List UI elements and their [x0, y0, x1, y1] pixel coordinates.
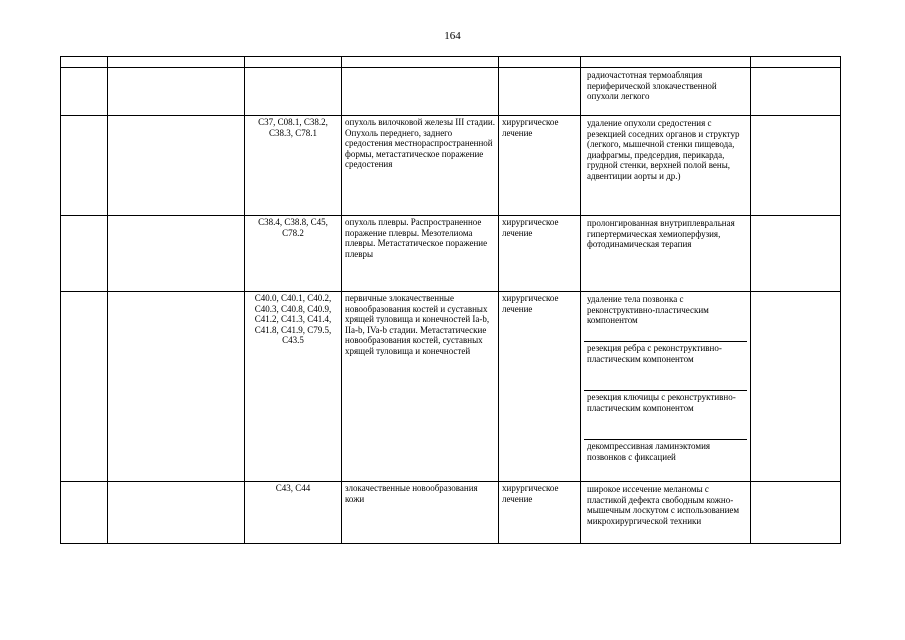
name-cell [108, 482, 245, 544]
icd-codes-cell: C38.4, C38.8, C45, C78.2 [245, 216, 342, 292]
index-cell [61, 216, 108, 292]
table-row [61, 482, 841, 544]
cost-cell [751, 292, 841, 482]
treatment-type-cell: хирургическое лечение [499, 216, 581, 292]
medical-procedures-table [60, 56, 841, 544]
index-cell [61, 482, 108, 544]
table-row [61, 292, 841, 482]
method-cell [581, 68, 751, 116]
method-text: резекция ключицы с реконструктивно-пластическим компонентом [584, 390, 747, 439]
icd-codes-cell [245, 68, 342, 116]
method-cell [581, 482, 751, 544]
page-number: 164 [444, 30, 461, 42]
method-cell [581, 116, 751, 216]
cost-cell [751, 482, 841, 544]
diagnosis-cell [342, 68, 499, 116]
header-cell [751, 57, 841, 68]
index-cell [61, 116, 108, 216]
header-cell [108, 57, 245, 68]
index-cell [61, 68, 108, 116]
treatment-type-cell: хирургическое лечение [499, 116, 581, 216]
method-text: резекция ребра с реконструктивно-пластическим компонентом [584, 341, 747, 390]
name-cell [108, 116, 245, 216]
method-cell [581, 216, 751, 292]
name-cell [108, 292, 245, 482]
name-cell [108, 68, 245, 116]
header-cell [245, 57, 342, 68]
method-text: декомпрессивная ламинэктомия позвонков с фиксацией [584, 439, 747, 463]
table-row [61, 68, 841, 116]
table-row [61, 216, 841, 292]
index-cell [61, 292, 108, 482]
diagnosis-cell: злокачественные новообразования кожи [342, 482, 499, 544]
cost-cell [751, 116, 841, 216]
diagnosis-cell: опухоль плевры. Распространенное поражение плевры. Мезотелиома плевры. Метастатическое поражение плевры [342, 216, 499, 292]
method-text: удаление опухоли средостения с резекцией соседних органов и структур (легкого, мышечной стенки пищевода, диафрагмы, предсердия, перикарда, грудной стенки, верхней полой вены, адвентиции аорты и др.) [587, 118, 740, 181]
treatment-type-cell: хирургическое лечение [499, 292, 581, 482]
diagnosis-cell: опухоль вилочковой железы III стадии. Опухоль переднего, заднего средостения местнораспространенной формы, метастатическое поражение средостения [342, 116, 499, 216]
cost-cell [751, 68, 841, 116]
method-text: пролонгированная внутриплевральная гипертермическая хемиоперфузия, фотодинамическая терапия [587, 218, 735, 249]
treatment-type-cell [499, 68, 581, 116]
header-cell [342, 57, 499, 68]
cost-cell [751, 216, 841, 292]
icd-codes-cell: C43, C44 [245, 482, 342, 544]
diagnosis-cell: первичные злокачественные новообразования костей и суставных хрящей туловища и конечностей Ia-b, IIa-b, IVa-b стадии. Метастатические новообразования костей, суставных хрящей туловища и конечностей [342, 292, 499, 482]
method-text: удаление тела позвонка с реконструктивно-пластическим компонентом [587, 294, 709, 325]
method-cell [581, 292, 751, 482]
header-cell [581, 57, 751, 68]
method-text: радиочастотная термоабляция периферической злокачественной опухоли легкого [587, 70, 717, 101]
icd-codes-cell: C37, C08.1, C38.2, C38.3, C78.1 [245, 116, 342, 216]
table-header-row [61, 57, 841, 68]
table-row [61, 116, 841, 216]
method-text: широкое иссечение меланомы с пластикой дефекта свободным кожно-мышечным лоскутом с использованием микрохирургической техники [587, 484, 740, 526]
name-cell [108, 216, 245, 292]
header-cell [61, 57, 108, 68]
treatment-type-cell: хирургическое лечение [499, 482, 581, 544]
header-cell [499, 57, 581, 68]
icd-codes-cell: C40.0, C40.1, C40.2, C40.3, C40.8, C40.9, C41.2, C41.3, C41.4, C41.8, C41.9, C79.5, C43.5 [245, 292, 342, 482]
